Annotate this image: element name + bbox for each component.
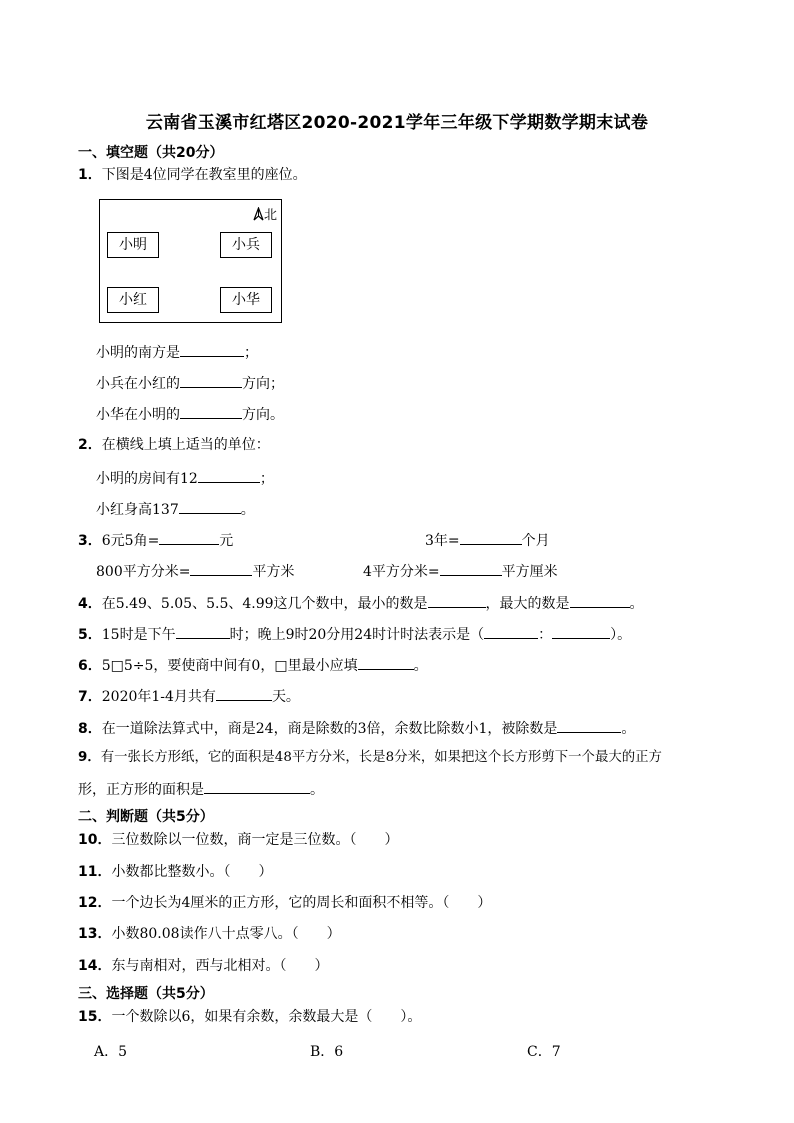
answer-blank[interactable] (180, 342, 244, 357)
sub-text: 小红身高137 (96, 502, 179, 518)
exam-title: 云南省玉溪市红塔区2020-2021学年三年级下学期数学期末试卷 (145, 113, 649, 133)
question-number: 2． (78, 437, 102, 453)
sub-text: 平方米 (252, 564, 295, 580)
sub-text: 3年= (425, 533, 460, 549)
question-number: 9． (78, 750, 101, 765)
sub-text: 。 (310, 782, 324, 798)
answer-blank[interactable] (358, 655, 414, 670)
sub-text: 形，正方形的面积是 (78, 782, 204, 798)
sub-text: 小明的房间有12 (96, 471, 198, 487)
question-number: 1． (78, 167, 102, 183)
question-2 (78, 436, 270, 454)
q1-sub-3 (96, 404, 284, 424)
question-text: 一个边长为4厘米的正方形，它的周长和面积不相等。（ ） (111, 895, 492, 911)
answer-blank[interactable] (180, 404, 242, 419)
question-9-line-2 (78, 779, 324, 799)
sub-text: 。 (413, 658, 428, 674)
option-c[interactable]: C．7 (527, 1044, 561, 1060)
sub-text: ； (259, 471, 274, 487)
answer-blank[interactable] (570, 593, 630, 608)
sub-text: 15时是下午 (101, 627, 176, 643)
question-11 (78, 863, 272, 881)
question-number: 11． (78, 864, 112, 880)
question-number: 14． (78, 958, 112, 974)
answer-blank[interactable] (198, 468, 260, 483)
sub-text: 小兵在小红的 (96, 376, 180, 392)
question-number: 6． (78, 658, 102, 674)
sub-text: 天。 (271, 689, 300, 705)
question-7 (78, 686, 300, 706)
question-text: 下图是4位同学在教室里的座位。 (101, 167, 307, 183)
question-text: 小数都比整数小。（ ） (111, 864, 273, 880)
question-3c (96, 561, 294, 581)
question-5 (78, 624, 631, 644)
question-number: 10． (78, 832, 112, 848)
question-12 (78, 894, 491, 912)
question-8 (78, 718, 635, 738)
sub-text: 元 (219, 533, 234, 549)
q2-sub-1 (96, 468, 274, 488)
question-number: 7． (78, 689, 102, 705)
sub-text: ： (538, 627, 553, 643)
seat-xiaohua: 小华 (220, 287, 272, 313)
option-b[interactable]: B．6 (310, 1044, 344, 1060)
question-3a (78, 530, 233, 550)
question-14 (78, 957, 328, 975)
north-indicator (253, 204, 277, 223)
question-number: 3． (78, 533, 102, 549)
section-heading-judgement: 二、判断题（共5分） (78, 809, 214, 825)
question-text: 一个数除以6，如果有余数，余数最大是（ ）。 (111, 1009, 422, 1025)
answer-blank[interactable] (552, 624, 610, 639)
sub-text: 时；晚上9时20分用24时计时法表示是（ (229, 627, 485, 643)
sub-text: ）。 (610, 627, 632, 643)
question-6 (78, 655, 428, 675)
answer-blank[interactable] (216, 686, 272, 701)
question-number: 4． (78, 596, 102, 612)
answer-blank[interactable] (159, 530, 219, 545)
answer-blank[interactable] (557, 718, 621, 733)
answer-blank[interactable] (484, 624, 538, 639)
question-text: 小数80.08读作八十点零八。（ ） (111, 926, 341, 942)
sub-text: 个月 (521, 533, 550, 549)
sub-text: 平方厘米 (501, 564, 558, 580)
sub-text: 小华在小明的 (96, 407, 180, 423)
answer-blank[interactable] (176, 624, 230, 639)
sub-text: 。 (240, 502, 255, 518)
question-10 (78, 831, 398, 849)
q1-sub-2 (96, 373, 284, 393)
question-9-line-1 (78, 749, 662, 767)
answer-blank[interactable] (440, 561, 502, 576)
classroom-seat-map (99, 199, 282, 323)
sub-text: 800平方分米= (96, 564, 191, 580)
question-13 (78, 925, 341, 943)
sub-text: 2020年1-4月共有 (101, 689, 216, 705)
question-1 (78, 166, 307, 184)
option-a[interactable]: A．5 (94, 1044, 128, 1060)
sub-text: 5□5÷5，要使商中间有0，□里最小应填 (101, 658, 358, 674)
seat-xiaobing: 小兵 (220, 232, 272, 258)
q1-sub-1 (96, 342, 258, 362)
q2-sub-2 (96, 499, 255, 519)
question-text: 东与南相对，西与北相对。（ ） (111, 958, 329, 974)
answer-blank[interactable] (204, 779, 310, 794)
question-number: 12． (78, 895, 112, 911)
section-heading-choice: 三、选择题（共5分） (78, 986, 214, 1002)
north-label: 北 (263, 208, 277, 223)
sub-text: 6元5角= (101, 533, 160, 549)
question-number: 5． (78, 627, 102, 643)
question-text: 三位数除以一位数，商一定是三位数。（ ） (111, 832, 399, 848)
sub-text: 。 (629, 596, 644, 612)
sub-text: ，最大的数是 (485, 596, 570, 612)
answer-blank[interactable] (179, 499, 241, 514)
north-arrow-icon (253, 207, 264, 221)
answer-blank[interactable] (428, 593, 486, 608)
sub-text: 4平方分米= (363, 564, 440, 580)
sub-text: ； (244, 345, 258, 361)
sub-text: 小明的南方是 (96, 345, 180, 361)
answer-blank[interactable] (460, 530, 522, 545)
sub-text: 在一道除法算式中，商是24，商是除数的3倍，余数比除数小1，被除数是 (101, 721, 558, 737)
answer-blank[interactable] (180, 373, 242, 388)
seat-xiaohong: 小红 (107, 287, 159, 313)
question-4 (78, 593, 644, 613)
question-number: 8． (78, 721, 102, 737)
section-heading-fill-in: 一、填空题（共20分） (78, 145, 224, 161)
sub-text: 方向。 (242, 407, 284, 423)
answer-blank[interactable] (190, 561, 252, 576)
sub-text: 有一张长方形纸，它的面积是48平方分米，长是8分米，如果把这个长方形剪下一个最大的正方 (100, 750, 662, 765)
question-number: 15． (78, 1009, 112, 1025)
question-15 (78, 1008, 421, 1026)
question-number: 13． (78, 926, 112, 942)
sub-text: 方向； (242, 376, 284, 392)
question-3b (425, 530, 550, 550)
seat-xiaoming: 小明 (107, 232, 159, 258)
question-text: 在横线上填上适当的单位： (101, 437, 270, 453)
question-3d (363, 561, 558, 581)
sub-text: 。 (621, 721, 636, 737)
sub-text: 在5.49、5.05、5.5、4.99这几个数中，最小的数是 (101, 596, 428, 612)
